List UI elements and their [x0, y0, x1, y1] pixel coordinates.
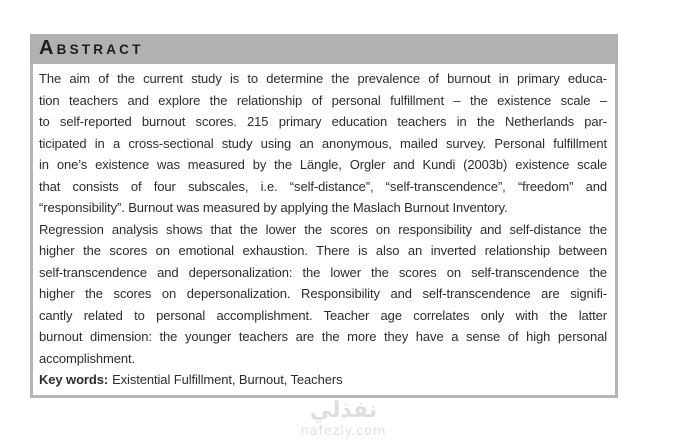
abstract-line: The aim of the current study is to determine the prevalence of burnout in primary educa-: [39, 71, 607, 86]
nafezly-site-text: nafezly.com: [300, 424, 387, 439]
watermark: [0, 398, 687, 439]
keywords-value: Existential Fulfillment, Burnout, Teachers: [112, 372, 343, 387]
abstract-line: tion teachers and explore the relationship of personal fulfillment – the existence scale –: [39, 92, 607, 108]
abstract-line: that consists of four subscales, i.e. “self-distance”, “self-transcendence”, “freedom” and: [39, 178, 607, 194]
abstract-title: ABSTRACT: [39, 37, 144, 59]
keywords-line: [39, 369, 607, 391]
abstract-header-bar: [30, 34, 618, 64]
abstract-line: to self-reported burnout scores. 215 primary education teachers in the Netherlands par-: [39, 114, 607, 129]
abstract-line: burnout dimension: the younger teachers are the more they have a sense of high personal: [39, 329, 607, 344]
abstract-line: accomplishment.: [39, 350, 136, 366]
abstract-line: cantly related to personal accomplishment. Teacher age correlates only with the latter: [39, 307, 607, 323]
abstract-section: [30, 34, 618, 398]
abstract-line: Regression analysis shows that the lower the scores on responsibility and self-distance the: [39, 221, 607, 237]
abstract-line: self-transcendence and depersonalization: the lower the scores on self-transcendence the: [39, 264, 607, 280]
keywords-label: Key words:: [39, 372, 109, 387]
abstract-line: in one’s existence was measured by the Längle, Orgler and Kundi (2003b) existence scale: [39, 157, 607, 172]
abstract-body: [30, 64, 618, 398]
abstract-line: higher the scores on depersonalization. Responsibility and self-transcendence are signifi-: [39, 286, 607, 301]
abstract-line: higher the scores on emotional exhaustion. There is also an inverted relationship between: [39, 243, 607, 258]
abstract-line: “responsibility”. Burnout was measured by applying the Maslach Burnout Inventory.: [39, 200, 508, 215]
nafezly-logo-text: نفذلي: [309, 398, 378, 423]
abstract-line: ticipated in a cross-sectional study using an anonymous, mailed survey. Personal fulfillment: [39, 135, 607, 151]
